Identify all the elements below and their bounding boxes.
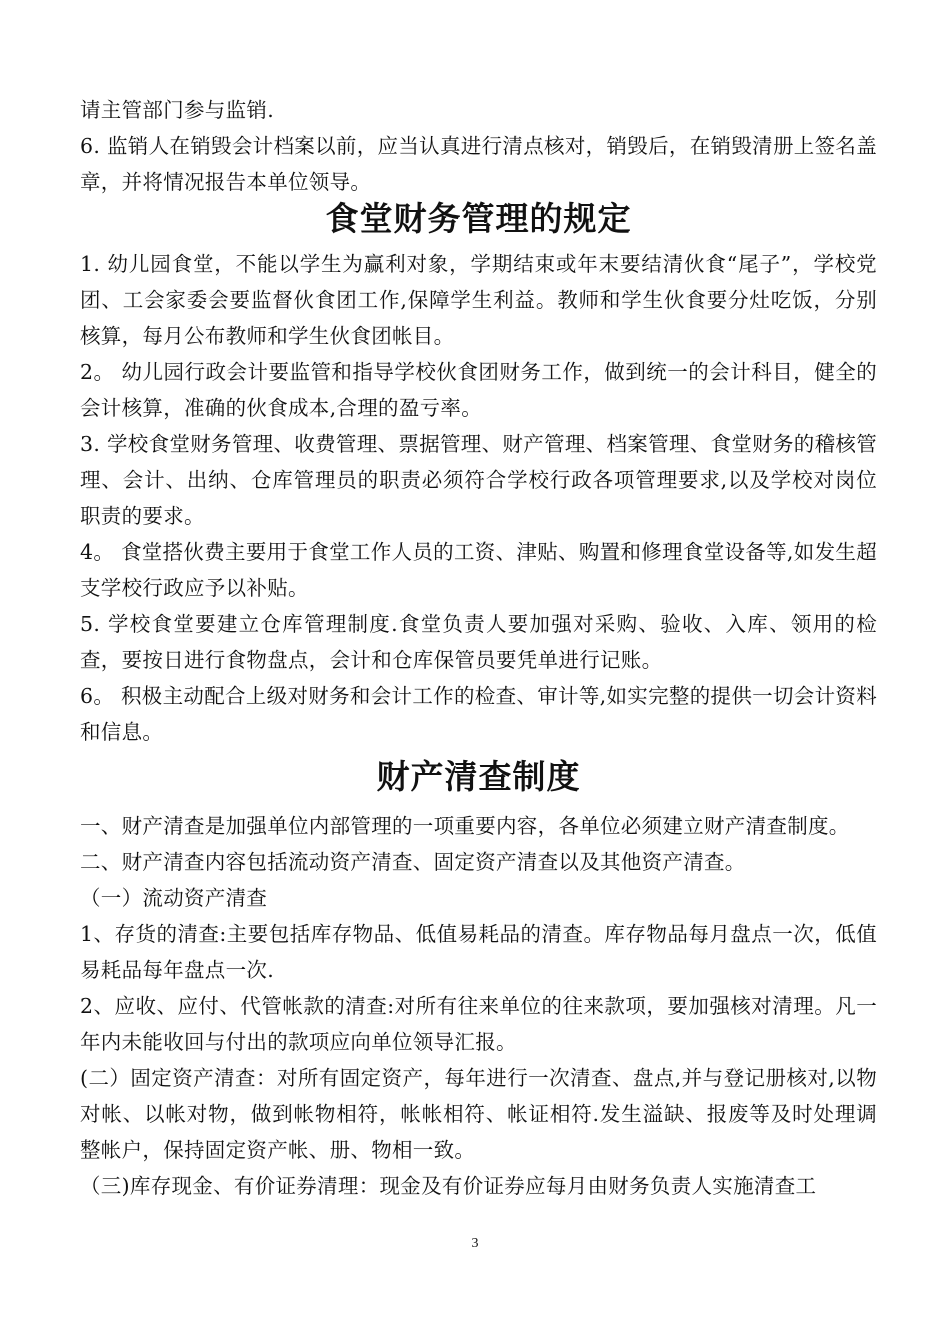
page-number: 3 [471, 1236, 479, 1251]
property-item-receivables: 2、应收、应付、代管帐款的清查:对所有往来单位的往来款项，要加强核对清理。凡一年内未能收回与付出的款项应向单位领导汇报。 [80, 994, 877, 1054]
intro-line: 请主管部门参与监销. [80, 98, 275, 122]
canteen-item-6: 6。 积极主动配合上级对财务和会计工作的检查、审计等,如实完整的提供一切会计资料和信息。 [80, 684, 877, 744]
property-item-fixed-assets: (二）固定资产清查：对所有固定资产，每年进行一次清查、盘点,并与登记册核对,以物对帐、以帐对物，做到帐物相符，帐帐相符、帐证相符.发生溢缺、报废等及时处理调整帐户，保持固定资产帐、册、物相一致。 [80, 1066, 877, 1162]
canteen-item-4: 4。 食堂搭伙费主要用于食堂工作人员的工资、津贴、购置和修理食堂设备等,如发生超支学校行政应予以补贴。 [80, 540, 877, 600]
canteen-item-3: 3. 学校食堂财务管理、收费管理、票据管理、财产管理、档案管理、食堂财务的稽核管理、会计、出纳、仓库管理员的职责必须符合学校行政各项管理要求,以及学校对岗位职责的要求。 [80, 432, 877, 528]
property-item-cash: （三)库存现金、有价证券清理：现金及有价证券应每月由财务负责人实施清查工 [80, 1174, 817, 1198]
property-subheading-current-assets: （一）流动资产清查 [80, 886, 268, 910]
canteen-item-1: 1. 幼儿园食堂，不能以学生为赢利对象，学期结束或年末要结清伙食“尾子”，学校党团、工会家委会要监督伙食团工作,保障学生利益。教师和学生伙食要分灶吃饭，分别核算，每月公布教师和学生伙食团帐目。 [80, 252, 877, 348]
section-title-property-inventory: 财产清查制度 [376, 757, 581, 796]
intro-item-6: 6. 监销人在销毁会计档案以前，应当认真进行清点核对，销毁后，在销毁清册上签名盖章，并将情况报告本单位领导。 [80, 134, 877, 194]
section-title-canteen-finance: 食堂财务管理的规定 [325, 199, 632, 238]
property-item-inventory: 1、存货的清查:主要包括库存物品、低值易耗品的清查。库存物品每月盘点一次，低值易耗品每年盘点一次. [80, 922, 877, 982]
canteen-item-5: 5. 学校食堂要建立仓库管理制度.食堂负责人要加强对采购、验收、入库、领用的检查，要按日进行食物盘点，会计和仓库保管员要凭单进行记账。 [80, 612, 877, 672]
property-item-1: 一、财产清查是加强单位内部管理的一项重要内容，各单位必须建立财产清查制度。 [80, 814, 850, 838]
document-body [80, 92, 877, 1204]
canteen-item-2: 2。 幼儿园行政会计要监管和指导学校伙食团财务工作，做到统一的会计科目，健全的会计核算，准确的伙食成本,合理的盈亏率。 [80, 360, 877, 420]
property-item-2: 二、财产清查内容包括流动资产清查、固定资产清查以及其他资产清查。 [80, 850, 746, 874]
